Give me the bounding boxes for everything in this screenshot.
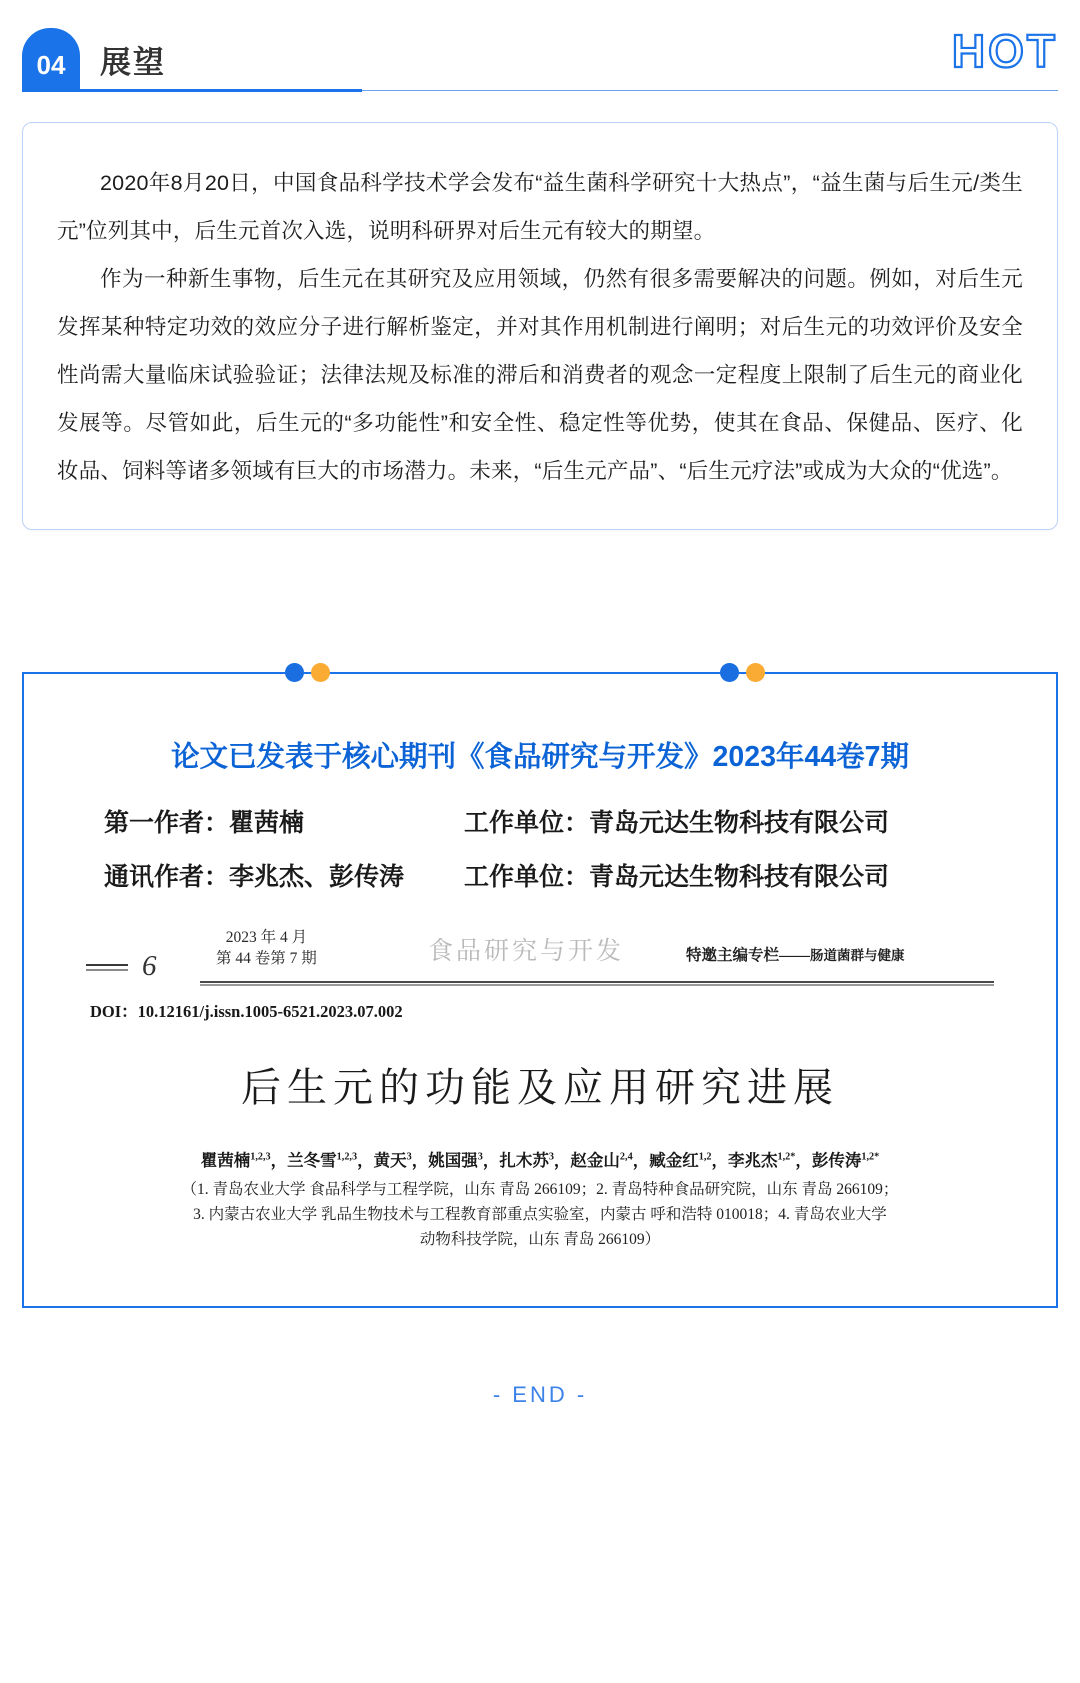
first-author-affiliation: 工作单位：青岛元达生物科技有限公司 bbox=[464, 809, 890, 837]
decorative-dot-orange-left bbox=[311, 663, 330, 682]
section-number-badge: 04 bbox=[22, 28, 80, 90]
scan-page-number: 6 bbox=[142, 950, 157, 982]
scan-issue-line-2: 第 44 卷第 7 期 bbox=[216, 950, 317, 967]
decorative-dot-blue-left bbox=[285, 663, 304, 682]
paper-card bbox=[22, 672, 1058, 1308]
paragraph-1: 2020年8月20日，中国食品科学技术学会发布“益生菌科学研究十大热点”，“益生菌与后生元/类生元”位列其中，后生元首次入选，说明科研界对后生元有较大的期望。 bbox=[57, 171, 1023, 243]
scan-author-list: 瞿茜楠$^{1,2,3}$，兰冬雪$^{1,2,3}$，黄天$^3$，姚国强$^3$，扎木苏$^3$，赵金山$^{2,4}$，臧金红$^{1,2}$，李兆杰$^{1,2*}$，彭传涛$^{1,2*}$ bbox=[200, 1151, 880, 1170]
first-author-label: 第一作者：瞿茜楠 bbox=[104, 809, 305, 837]
corresponding-author-affiliation: 工作单位：青岛元达生物科技有限公司 bbox=[464, 863, 890, 891]
scan-rule-left-stub bbox=[86, 964, 128, 971]
header-divider-accent bbox=[22, 89, 362, 92]
journal-scan-header bbox=[86, 917, 994, 982]
paper-meta-row-corresponding-author bbox=[64, 857, 1016, 893]
paper-publication-title: 论文已发表于核心期刊《食品研究与开发》2023年44卷7期 bbox=[171, 741, 909, 773]
scan-issue-info bbox=[216, 927, 317, 969]
corresponding-author-label: 通讯作者：李兆杰、彭传涛 bbox=[104, 863, 405, 891]
scan-article-title: 后生元的功能及应用研究进展 bbox=[241, 1065, 839, 1110]
page-header bbox=[22, 0, 1058, 112]
scan-issue-line-1: 2023 年 4 月 bbox=[225, 929, 308, 946]
scan-doi: DOI：10.12161/j.issn.1005-6521.2023.07.002 bbox=[90, 1002, 403, 1021]
hot-logo: HOT bbox=[951, 25, 1058, 77]
paper-meta-row-first-author bbox=[64, 803, 1016, 839]
scan-column-heading bbox=[686, 943, 905, 965]
paragraph-2: 作为一种新生事物，后生元在其研究及应用领域，仍然有很多需要解决的问题。例如，对后生元发挥某种特定功效的效应分子进行解析鉴定，并对其作用机制进行阐明；对后生元的功效评价及安全性尚需大量临床试验验证；法律法规及标准的滞后和消费者的观念一定程度上限制了后生元的商业化发展等。尽管如此，后生元的“多功能性”和安全性、稳定性等优势，使其在食品、保健品、医疗、化妆品、饲料等诸多领域有巨大的市场潜力。未来，“后生元产品”、“后生元疗法”或成为大众的“优选”。 bbox=[57, 267, 1023, 483]
content-card bbox=[22, 122, 1058, 530]
decorative-dot-orange-right bbox=[746, 663, 765, 682]
end-marker: - END - bbox=[492, 1382, 588, 1407]
scan-affiliation-line-1: （1. 青岛农业大学 食品科学与工程学院，山东 青岛 266109；2. 青岛特种食品研究院，山东 青岛 266109； bbox=[181, 1181, 899, 1198]
decorative-dot-blue-right bbox=[720, 663, 739, 682]
scan-header-rule bbox=[200, 981, 994, 986]
scan-affiliation-line-2: 3. 内蒙古农业大学 乳品生物技术与工程教育部重点实验室，内蒙古 呼和浩特 010018；4. 青岛农业大学 bbox=[193, 1206, 887, 1223]
scan-column-main: 特邀主编专栏—— bbox=[686, 947, 811, 964]
scan-journal-name: 食品研究与开发 bbox=[428, 938, 625, 965]
scan-affiliation-line-3: 动物科技学院，山东 青岛 266109） bbox=[419, 1231, 661, 1248]
scan-affiliations bbox=[86, 1177, 994, 1252]
page-title: 展望 bbox=[100, 45, 166, 80]
paper-card-wrapper bbox=[22, 672, 1058, 1308]
journal-scan-image bbox=[86, 917, 994, 1262]
scan-column-sub: 肠道菌群与健康 bbox=[810, 948, 905, 963]
